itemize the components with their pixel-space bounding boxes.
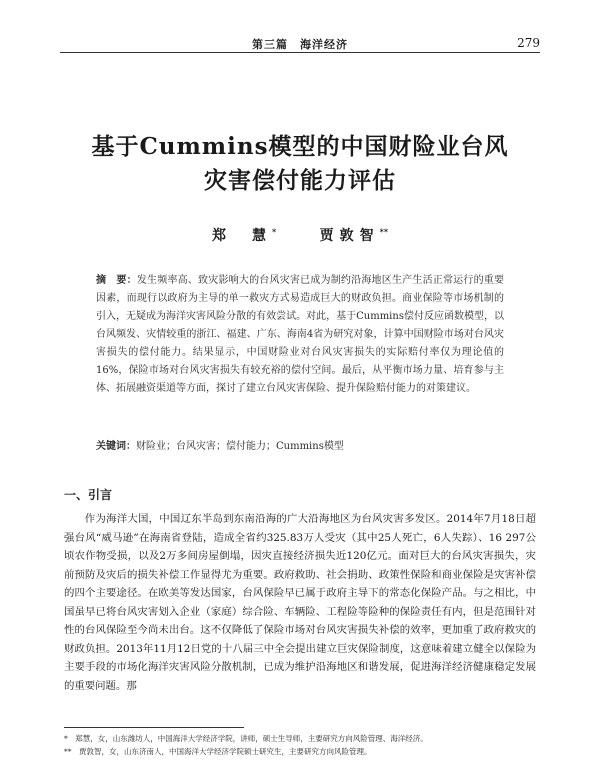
title-line-1: 基于Cummins模型的中国财险业台风 (91, 133, 509, 160)
author-2-footnote-mark: ** (379, 226, 389, 237)
footnote-1: * 郑慧，女，山东潍坊人，中国海洋大学经济学院，讲师，硕士生导师，主要研究方向风险管理、海洋经济。 (64, 734, 428, 743)
section-heading: 一、引言 (64, 488, 113, 502)
page-number: 279 (517, 36, 540, 50)
running-head (60, 36, 540, 53)
author-2: 贾敦智 (319, 228, 380, 244)
keywords-text: 财险业；台风灾害；偿付能力；Cummins模型 (136, 441, 344, 452)
abstract (96, 272, 504, 398)
abstract-label: 摘 要： (96, 275, 137, 286)
body-paragraph: 作为海洋大国，中国辽东半岛到东南沿海的广大沿海地区为台风灾害多发区。2014年7月18日超强台风“威马逊”在海南省登陆，造成全省约325.83万人受灾（其中25人死亡，6人失踪）、16 297公顷农作物受损，以及2万多间房屋倒塌，因灾直接经济损失近120亿元。面对巨大的台风灾害损失，灾前预防及灾后的损失补偿工作显得尤为重要。政府救助、社会捐助、政策性保险和商业保险是灾害补偿的四个主要途径。在欧美等发达国家，台风保险早已属于政府主导下的常态化保险产品。与之相比，中国虽早已将台风灾害划入企业（家庭）综合险、车辆险、工程险等险种的保险责任有内，但是范围针对性的台风保险至今尚未出台。这不仅降低了保险市场对台风灾害损失补偿的效率，更加重了政府救灾的财政负担。2013年11月12日党的十八届三中全会提出建立巨灾保险制度，这意味着建立健全以保险为主要手段的市场化海洋灾害风险分散机制，已成为维护沿海地区和谐发展，促进海洋经济健康稳定发展的重要问题。那 (64, 513, 536, 692)
footnote-2: ** 贾敦智，女，山东济南人，中国海洋大学经济学院硕士研究生，主要研究方向风险管理。 (64, 747, 372, 756)
author-line (0, 225, 600, 245)
title-line-2: 灾害偿付能力评估 (204, 167, 396, 194)
keywords-label: 关键词： (96, 441, 136, 452)
author-1: 郑 慧 (211, 228, 272, 244)
footnote-divider (64, 727, 244, 728)
abstract-text: 发生频率高、致灾影响大的台风灾害已成为制约沿海地区生产生活正常运行的重要因素，而现行以政府为主导的单一救灾方式易造成巨大的财政负担。商业保险等市场机制的引入，无疑成为海洋灾害风险分散的有效尝试。对此，基于Cummins偿付反应函数模型，以台风频发、灾情较重的浙江、福建、广东、海南4省为研究对象，计算中国财险市场对台风灾害损失的偿付能力。结果显示，中国财险业对台风灾害损失的实际赔付率仅为理论值的16%，保险市场对台风灾害损失有较充裕的偿付空间。最后，从平衡市场力量、培育参与主体、拓展融资渠道等方面，探讨了建立台风灾害保险、提升保险赔付能力的对策建议。 (96, 275, 505, 394)
paper-title (40, 130, 560, 198)
running-head-section: 第三篇 海洋经济 (252, 38, 348, 51)
keywords (96, 438, 504, 456)
footnotes (64, 732, 536, 758)
author-1-footnote-mark: * (271, 226, 277, 237)
